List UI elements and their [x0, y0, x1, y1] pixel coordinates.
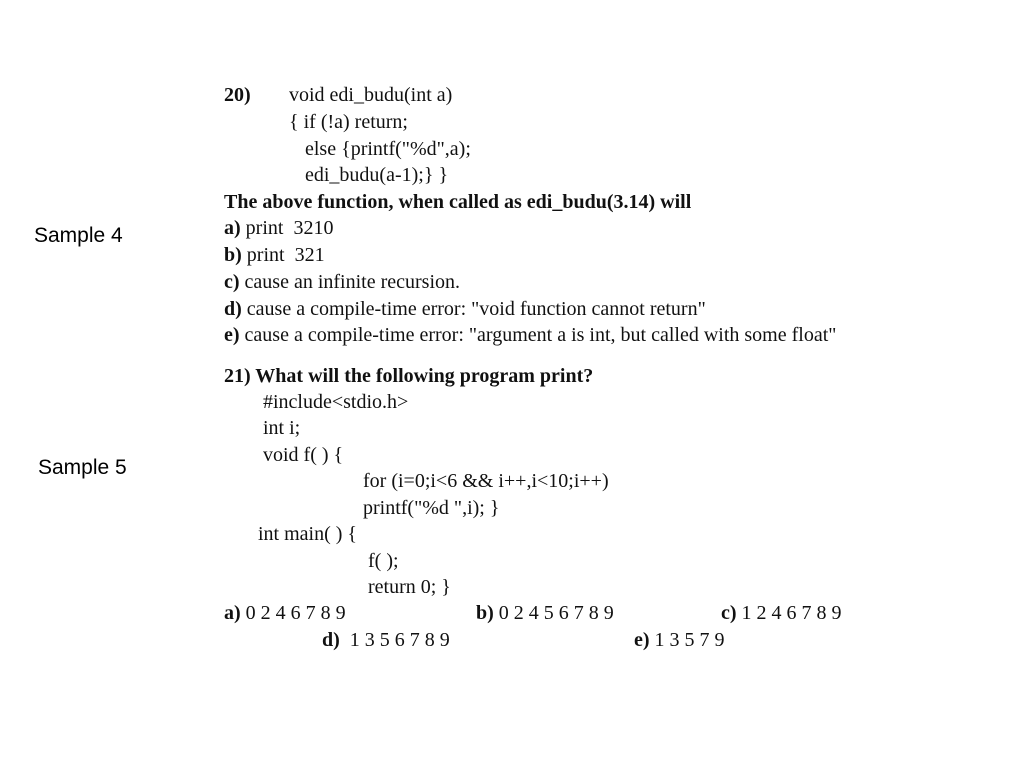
option-text: 1 3 5 6 7 8 9	[339, 629, 450, 651]
q21-option-d	[322, 627, 450, 653]
q21-code-line: printf("%d ",i); }	[363, 497, 500, 519]
q21-code-line: for (i=0;i<6 && i++,i<10;i++)	[363, 470, 609, 492]
option-key: a)	[224, 602, 241, 624]
option-text: print 3210	[240, 217, 334, 239]
q21-option-b	[476, 600, 614, 626]
option-text: cause a compile-time error: "void function cannot return"	[241, 298, 706, 320]
option-text: 1 3 5 7 9	[649, 629, 725, 651]
q20-prompt: The above function, when called as edi_budu(3.14) will	[224, 191, 692, 213]
option-key: d)	[322, 629, 340, 651]
sample-4-label: Sample 4	[34, 224, 123, 247]
q20-code-line: { if (!a) return;	[289, 111, 408, 133]
q20-option-c	[224, 269, 460, 295]
option-key: c)	[224, 271, 240, 293]
q20-code-line: edi_budu(a-1);} }	[305, 164, 449, 186]
q20-option-a	[224, 215, 333, 241]
q21-code-line: int i;	[263, 417, 301, 439]
option-key: b)	[224, 244, 242, 266]
option-key: d)	[224, 298, 242, 320]
option-key: b)	[476, 602, 494, 624]
q21-code-line: #include<stdio.h>	[263, 391, 409, 413]
option-text: cause a compile-time error: "argument a is int, but called with some float"	[239, 324, 837, 346]
q20-code-line: else {printf("%d",a);	[305, 138, 471, 160]
q20-number: 20)	[224, 84, 251, 106]
q21-code-line: return 0; }	[368, 576, 451, 598]
sample-5-label: Sample 5	[38, 456, 127, 479]
option-key: c)	[721, 602, 737, 624]
option-text: 1 2 4 6 7 8 9	[736, 602, 842, 624]
q21-code-line: void f( ) {	[263, 444, 344, 466]
q21-code-line: int main( ) {	[258, 523, 358, 545]
q21-prompt: 21) What will the following program print?	[224, 365, 594, 387]
q20-option-d	[224, 296, 706, 322]
q20-code-line: void edi_budu(int a)	[289, 84, 453, 106]
option-text: print 321	[241, 244, 325, 266]
q20-option-e	[224, 322, 836, 348]
q21-option-c	[721, 600, 842, 626]
option-text: cause an infinite recursion.	[239, 271, 461, 293]
q20-option-b	[224, 242, 325, 268]
q21-option-a	[224, 600, 346, 626]
q21-option-e	[634, 627, 725, 653]
option-text: 0 2 4 5 6 7 8 9	[493, 602, 614, 624]
option-key: e)	[224, 324, 240, 346]
option-key: e)	[634, 629, 650, 651]
option-text: 0 2 4 6 7 8 9	[240, 602, 346, 624]
option-key: a)	[224, 217, 241, 239]
q21-code-line: f( );	[368, 550, 399, 572]
